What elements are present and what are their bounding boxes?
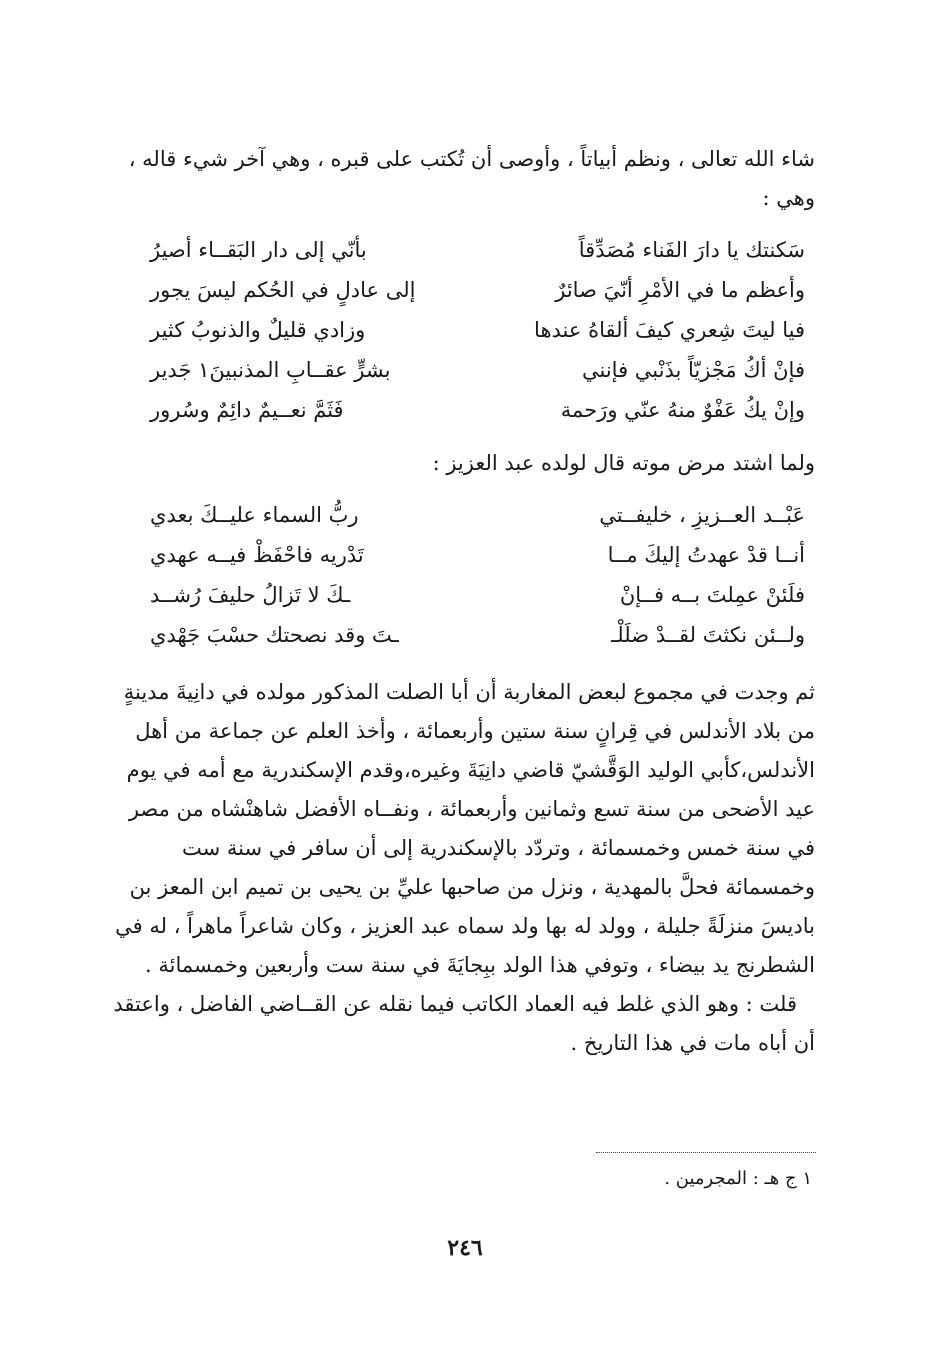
page-number: ٢٤٦	[447, 1235, 483, 1261]
hemistich-first: فيا ليتَ شِعري كيفَ ألقاهُ عندها	[534, 318, 805, 342]
verse	[105, 310, 815, 350]
hemistich-first: ولــئن نكثتَ لقــدْ ضلَلْـ	[611, 623, 805, 647]
hemistich-first: فلَئنْ عمِلتَ بــه فــإنْ	[619, 583, 805, 607]
hemistich-second: تَدْريه فاحْفَظْ فيــه عهدي	[150, 543, 364, 567]
verse	[105, 230, 815, 270]
hemistich-first: عَبْــد العــزيزِ ، خليفــتي	[599, 503, 805, 527]
page-body	[105, 140, 815, 1063]
hemistich-first: أنــا قدْ عهدتُ إليكَ مــا	[607, 543, 805, 567]
verse	[105, 350, 815, 390]
hemistich-second: بأنّي إلى دار البَقــاء أصيرُ	[150, 238, 367, 262]
hemistich-second: فَثَمَّ نعــيمٌ دائِمٌ وسُرور	[150, 398, 344, 422]
verse	[105, 535, 815, 575]
poem-two	[105, 495, 815, 655]
verse	[105, 575, 815, 615]
verse	[105, 390, 815, 430]
transition-line: ولما اشتد مرض موته قال لولده عبد العزيز :	[432, 451, 815, 475]
hemistich-second: وزادي قليلٌ والذنوبُ كثير	[150, 318, 366, 342]
intro-paragraph: شاء الله تعالى ، ونظم أبياتاً ، وأوصى أن تُكتب على قبره ، وهي آخر شيء قاله ، وهي :	[128, 147, 815, 210]
hemistich-first: وإنْ يكُ عَفْوٌ منهُ عنّي ورَحمة	[560, 398, 805, 422]
hemistich-second: ـكَ لا تَزالُ حليفَ رُشــد	[150, 583, 351, 607]
hemistich-second: إلى عادلٍ في الحُكم ليسَ يجور	[150, 278, 416, 302]
hemistich-first: وأعظم ما في الأمْرِ أنّيَ صائرٌ	[555, 278, 805, 302]
hemistich-second: ربُّ السماء عليــكَ بعدي	[150, 503, 359, 527]
prose-paragraph: ثم وجدت في مجموع لبعض المغاربة أن أبا الصلت المذكور مولده في دانِيةَ مدينةٍ من بلاد الأندلس في قِرانٍ سنة ستين وأربعمائة ، وأخذ العلم عن جماعة من أهل الأندلس،كأبي الوليد الوَقَّشيّ قاضي دانِيَةَ وغيره،وقدم الإسكندرية مع أمه في يوم عيد الأضحى من سنة تسع وثمانين وأربعمائة ، ونفــاه الأفضل شاهنْشاه من مصر في سنة خمس وخمسمائة ، وتردّد بالإسكندرية إلى أن سافر في سنة ست وخمسمائة فحلَّ بالمهدية ، ونزل من صاحبها عليِّ بن يحيى بن تميم ابن المعز بن باديسَ منزلَةً جليلة ، وولد له بها ولد سماه عبد العزيز ، وكان شاعراً ماهراً ، له في الشطرنج يد بيضاء ، وتوفي هذا الولد ببِجايَةَ في سنة ست وأربعين وخمسمائة .	[115, 680, 815, 977]
spacer	[105, 430, 815, 444]
verse	[105, 270, 815, 310]
footnote: ١ ج هـ : المجرمين .	[664, 1168, 812, 1189]
note-paragraph: قلت : وهو الذي غلط فيه العماد الكاتب فيما نقله عن القــاضي الفاضل ، واعتقد أن أباه مات في هذا التاريخ .	[113, 992, 815, 1055]
hemistich-second: بشرٍّ عقــابِ المذنبينَ١ جَدير	[150, 358, 391, 382]
verse	[105, 615, 815, 655]
verse	[105, 495, 815, 535]
footnote-divider	[596, 1152, 816, 1153]
hemistich-first: فإنْ أكُ مَجْزيّاً بذَنْبي فإنني	[581, 358, 805, 382]
poem-one	[105, 230, 815, 430]
hemistich-second: ـتَ وقد نصحتك حسْبَ جَهْدي	[150, 623, 399, 647]
hemistich-first: سَكنتك يا دارَ الفَناء مُصَدِّقاً	[578, 238, 805, 262]
